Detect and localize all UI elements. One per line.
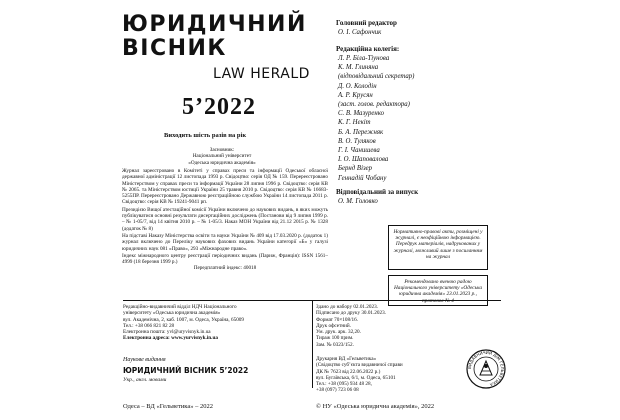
- issn-paragraph: Індекс міжнародного центру реєстрації періодичних видань (Париж, Франція): ISSN 1561–4999 (18 березня 1999 р.): [122, 252, 328, 266]
- logo-ring-text: ВИДАВНИЧИЙ ДІМ ГЕЛЬВЕТИКА: [466, 349, 506, 388]
- journal-title-line1: ЮРИДИЧНИЙ: [122, 12, 307, 37]
- publisher-logo: [466, 349, 506, 389]
- helvetica-logo-icon: [466, 349, 506, 389]
- printer-phone: +38 (097) 723 06 08: [316, 387, 359, 394]
- board-member: К. М. Глиняна: [338, 64, 379, 72]
- founder-block: [122, 147, 322, 166]
- board-member: І. О. Шаповалова: [338, 156, 389, 164]
- publisher-website: Електронна адреса: www.yurvisnyk.in.ua: [123, 335, 218, 342]
- print-line: Формат 70×108/16.: [316, 316, 359, 323]
- publisher-line: університету «Одеська юридична академія»: [123, 310, 221, 317]
- publisher-line: Редакційно-видавничий відділ НДЧ Національного: [123, 304, 237, 310]
- print-details: [316, 304, 436, 348]
- board-label: Редакційна колегія:: [336, 45, 400, 53]
- board-member: К. Г. Некіт: [338, 119, 371, 127]
- printer-line: Друкарня ВД «Гельветика»: [316, 356, 377, 362]
- print-line: Ум. друк. арк. 32,20.: [316, 329, 361, 336]
- print-line: Підписано до друку 30.01.2023.: [316, 310, 386, 317]
- publisher-phone: Тел.: +38 066 821 82 28: [123, 322, 175, 329]
- responsible-name: О. М. Головко: [338, 198, 378, 205]
- registration-text: [122, 168, 328, 272]
- board-member: Бернд Візер: [338, 165, 373, 173]
- recommendation-box: Рекомендовано вченою радою Національного університету «Одеська юридична академія» 23.01.2023 р., протокол № 4: [388, 275, 488, 306]
- journal-title-line2: ВІСНИК: [122, 36, 227, 61]
- founder-line2: «Одеська юридична академія»: [188, 159, 256, 166]
- presidium-paragraph: Президією Вищої атестаційної комісії України включено до наукових видань, в яких можуть публікуватися основні результати дисертаційних досліджень (Постанови від 9 липня 1999 р. – № 1-05/7, від 14 квітня 2010 р. – № 1-05/3. Наказ МОН України від 21.12 2015 р. № 1328 (додаток № 8): [122, 206, 328, 232]
- board-member: (відповідальний секретар): [338, 73, 415, 81]
- board-member: В. О. Туляков: [338, 137, 376, 145]
- responsible-label: Відповідальний за випуск: [336, 188, 419, 196]
- board-member: Д. О. Колодін: [338, 82, 377, 90]
- legal-notice-box: Нормативно-правові акти, розміщені у журналі, є неофіційною інформацією. Передрук матеріалів, надрукованих у журналі, можливий лише з посиланням на журнал: [388, 225, 488, 270]
- registration-paragraph: Журнал зареєстровано в Комітеті у справах преси та інформації Одеської обласної державної адміністрації 12 листопада 1993 р. Свідоцтво: серія ОД № 159. Перереєстровано Міністерством у справах преси та інформації України 28 липня 1996 р. Свідоцтво: серія КВ № 2065. та Міністерством юстиції України 25 травня 2010 р. Свідоцтво: серія КВ № 16683-5255ПР. Перереєстровано Державною реєстраційною службою України 14 листопада 2011 р. Свідоцтво: серія КВ № 19241-9041 рп.: [122, 168, 328, 206]
- footer-languages: Укр., англ. мовами: [123, 377, 167, 383]
- bottom-imprint: Одеса – ВД «Гельветика» – 2022: [123, 403, 213, 410]
- print-line: Тираж 100 прим.: [316, 335, 354, 342]
- vertical-divider: [312, 300, 313, 388]
- ministry-paragraph: На підставі Наказу Міністерства освіти та науки України № 409 від 17.03.2020 р. (додаток 1) журнал включено до Переліку наукових фахових видань України категорії «Б» у галузі юридичних наук 081 «Право», 293 «Міжнародне право».: [122, 232, 328, 252]
- printer-phone: Тел.: +38 (095) 934 48 28,: [316, 381, 372, 388]
- footer-title: ЮРИДИЧНИЙ ВІСНИК 5’2022: [123, 366, 249, 375]
- board-member: Геннадій Чобану: [338, 174, 387, 182]
- editor-name: О. І. Сафончик: [338, 29, 382, 36]
- printer-line: ДК № 7623 від 22.06.2022 р.): [316, 368, 381, 375]
- board-member: Л. Р. Біла-Тіунова: [338, 55, 390, 62]
- print-line: Здано до набору 02.01.2023.: [316, 304, 378, 310]
- publisher-block: [123, 304, 309, 342]
- print-line: Зам. № 0323/152.: [316, 341, 354, 348]
- print-line: Друк офсетний.: [316, 322, 351, 329]
- board-list: [338, 54, 468, 183]
- footer-label: Наукове видання: [123, 357, 166, 363]
- frequency-note: Виходить шість разів на рік: [164, 132, 247, 139]
- board-member: А. Р. Крусян: [338, 91, 373, 99]
- publisher-email: Електронна пошта: yvl@uryvisnyk.in.ua: [123, 329, 211, 336]
- printer-address: вул. Бугаївська, 6/1, м. Одеса, 65101: [316, 374, 396, 381]
- board-member: С. В. Мазуренко: [338, 110, 385, 118]
- printer-line: (Свідоцтво суб’єкта видавничої справи: [316, 362, 403, 369]
- copyright-notice: © НУ «Одеська юридична академія», 2022: [316, 403, 435, 410]
- founder-label: Засновник:: [209, 147, 235, 153]
- board-member: (заст. голов. редактора): [338, 101, 410, 109]
- issue-number: 5’2022: [182, 94, 256, 120]
- founder-line1: Національний університет: [192, 153, 252, 160]
- journal-title-english: LAW HERALD: [213, 66, 310, 82]
- board-member: Б. А. Пережняк: [338, 128, 384, 136]
- editor-label: Головний редактор: [336, 19, 397, 27]
- subscription-index: Передплатний індекс: 40018: [193, 265, 257, 272]
- publisher-address: вул. Академічна, 2, каб. 1007, м. Одеса, Україна, 65009: [123, 316, 244, 323]
- board-member: Г. І. Чанишева: [338, 147, 380, 155]
- printer-block: [316, 356, 456, 394]
